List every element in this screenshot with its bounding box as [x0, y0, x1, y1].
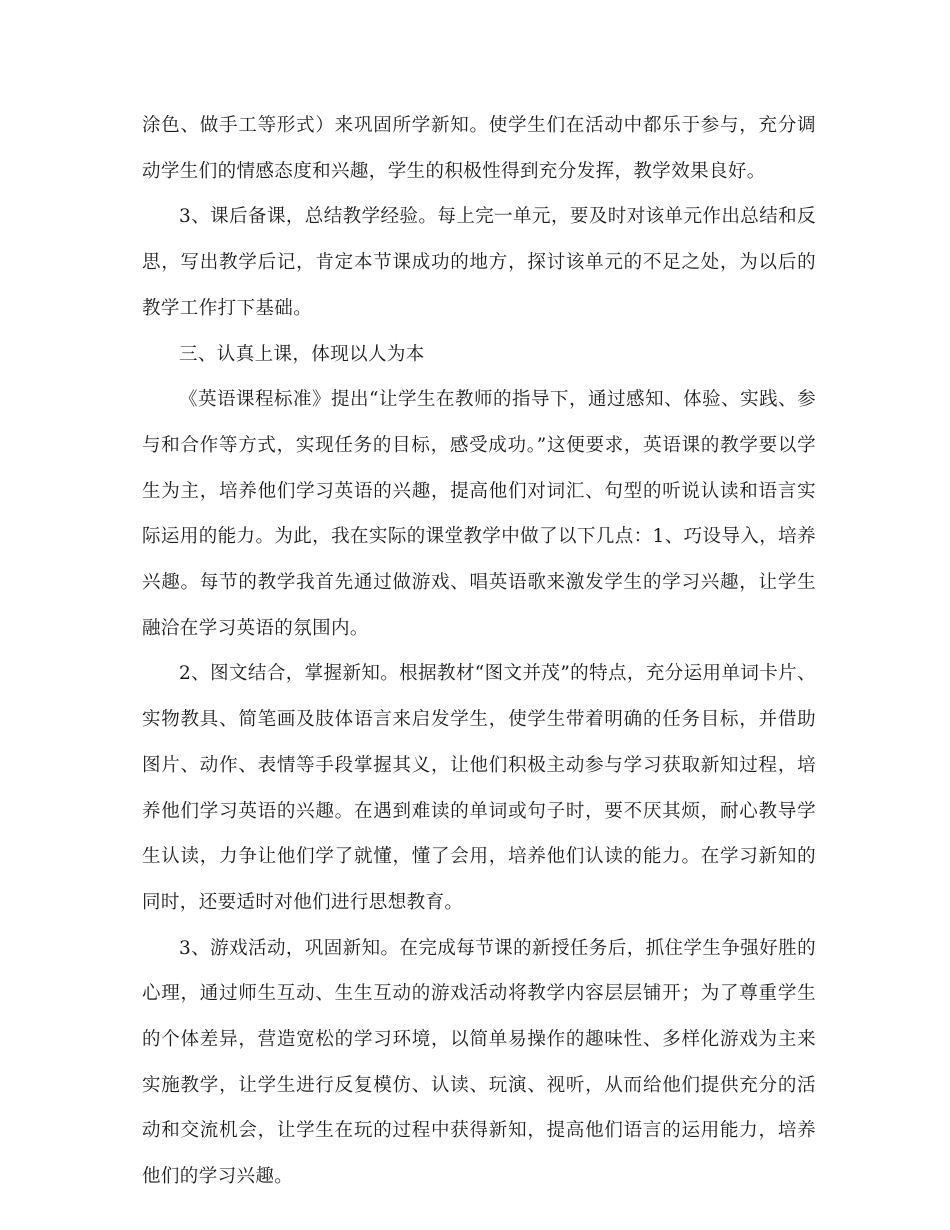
paragraph-picture-text: 2、图文结合，掌握新知。根据教材“图文并茂”的特点，充分运用单词卡片、实物教具、简笔画及肢体语言来启发学生，使学生带着明确的任务目标，并借助图片、动作、表情等手段掌握其义，让他们积极主动参与学习获取新知过程，培养他们学习英语的兴趣。在遇到难读的单词或句子时，要不厌其烦，耐心教导学生认读，力争让他们学了就懂，懂了会用，培养他们认读的能力。在学习新知的同时，还要适时对他们进行思想教育。 [142, 663, 816, 913]
paragraph-continued: 涂色、做手工等形式）来巩固所学新知。使学生们在活动中都乐于参与，充分调动学生们的情感态度和兴趣，学生的积极性得到充分发挥，教学效果良好。 [142, 115, 816, 182]
section-heading-teaching: 三、认真上课，体现以人为本 [179, 343, 425, 365]
paragraph-curriculum-standard: 《英语课程标准》提出“让学生在教师的指导下，通过感知、体验、实践、参与和合作等方式，实现任务的目标，感受成功。”这便要求，英语课的教学要以学生为主，培养他们学习英语的兴趣，提高他们对词汇、句型的听说认读和语言实际运用的能力。为此，我在实际的课堂教学中做了以下几点：1、巧设导入，培养兴趣。每节的教学我首先通过做游戏、唱英语歌来激发学生的学习兴趣，让学生融洽在学习英语的氛围内。 [142, 389, 816, 639]
paragraph-lesson-review: 3、课后备课，总结教学经验。每上完一单元，要及时对该单元作出总结和反思，写出教学后记，肯定本节课成功的地方，探讨该单元的不足之处，为以后的教学工作打下基础。 [142, 206, 816, 319]
document-body [142, 103, 816, 1200]
paragraph-game-activities: 3、游戏活动，巩固新知。在完成每节课的新授任务后，抓住学生争强好胜的心理，通过师生互动、生生互动的游戏活动将教学内容层层铺开；为了尊重学生的个体差异，营造宽松的学习环境，以简单易操作的趣味性、多样化游戏为主来实施教学，让学生进行反复模仿、认读、玩演、视听，从而给他们提供充分的活动和交流机会，让学生在玩的过程中获得新知，提高他们语言的运用能力，培养他们的学习兴趣。 [142, 937, 816, 1188]
